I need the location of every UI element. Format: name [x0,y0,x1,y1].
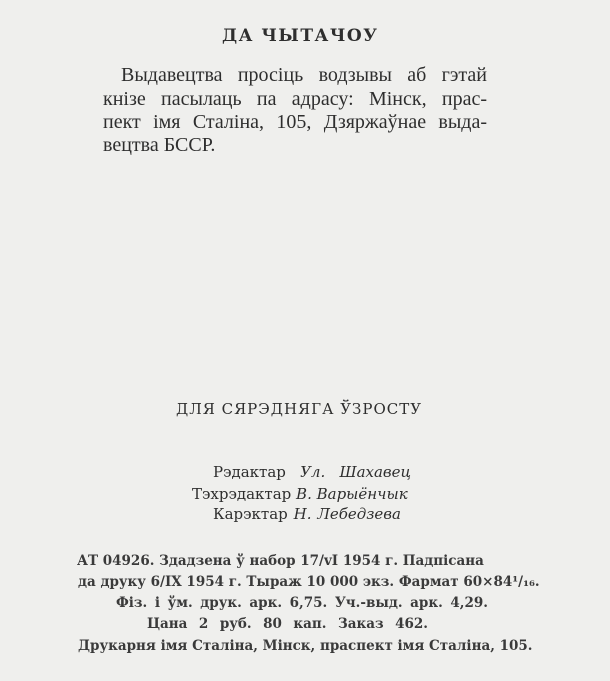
notice-line: пект імя Сталіна, 105, Дзяржаўнае выда- [103,111,487,133]
credit-role: Карэктар [213,505,288,523]
credit-name: Н. Лебедзева [293,505,401,523]
notice-line: вецтва БССР. [103,134,216,156]
notice-line: Выдавецтва просіць водзывы аб гэтай [121,64,487,86]
credit-role: Тэхрэдактар [192,485,292,503]
notice-line: кнізе пасылаць па адрасу: Мінск, прас- [103,88,487,110]
imprint-line: Друкарня імя Сталіна, Мінск, праспект імя Сталіна, 105. [78,638,533,654]
heading: ДА ЧЫТАЧОУ [222,26,379,46]
imprint-line: да друку 6/IX 1954 г. Тыраж 10 000 экз. Фармат 60×84¹/₁₆. [78,574,540,590]
imprint-line: АТ 04926. Здадзена ў набор 17/vI 1954 г. Падпісана [77,553,484,569]
credit-role: Рэдактар [213,463,286,481]
imprint-line: Фіз. і ўм. друк. арк. 6,75. Уч.-выд. арк. 4,29. [116,595,488,611]
audience-label: ДЛЯ СЯРЭДНЯГА ЎЗРОСТУ [176,400,423,418]
imprint-line: Цана 2 руб. 80 кап. Заказ 462. [147,616,428,632]
credit-name: В. Варыёнчык [296,485,408,503]
credit-name: Ул. Шахавец [300,463,411,481]
